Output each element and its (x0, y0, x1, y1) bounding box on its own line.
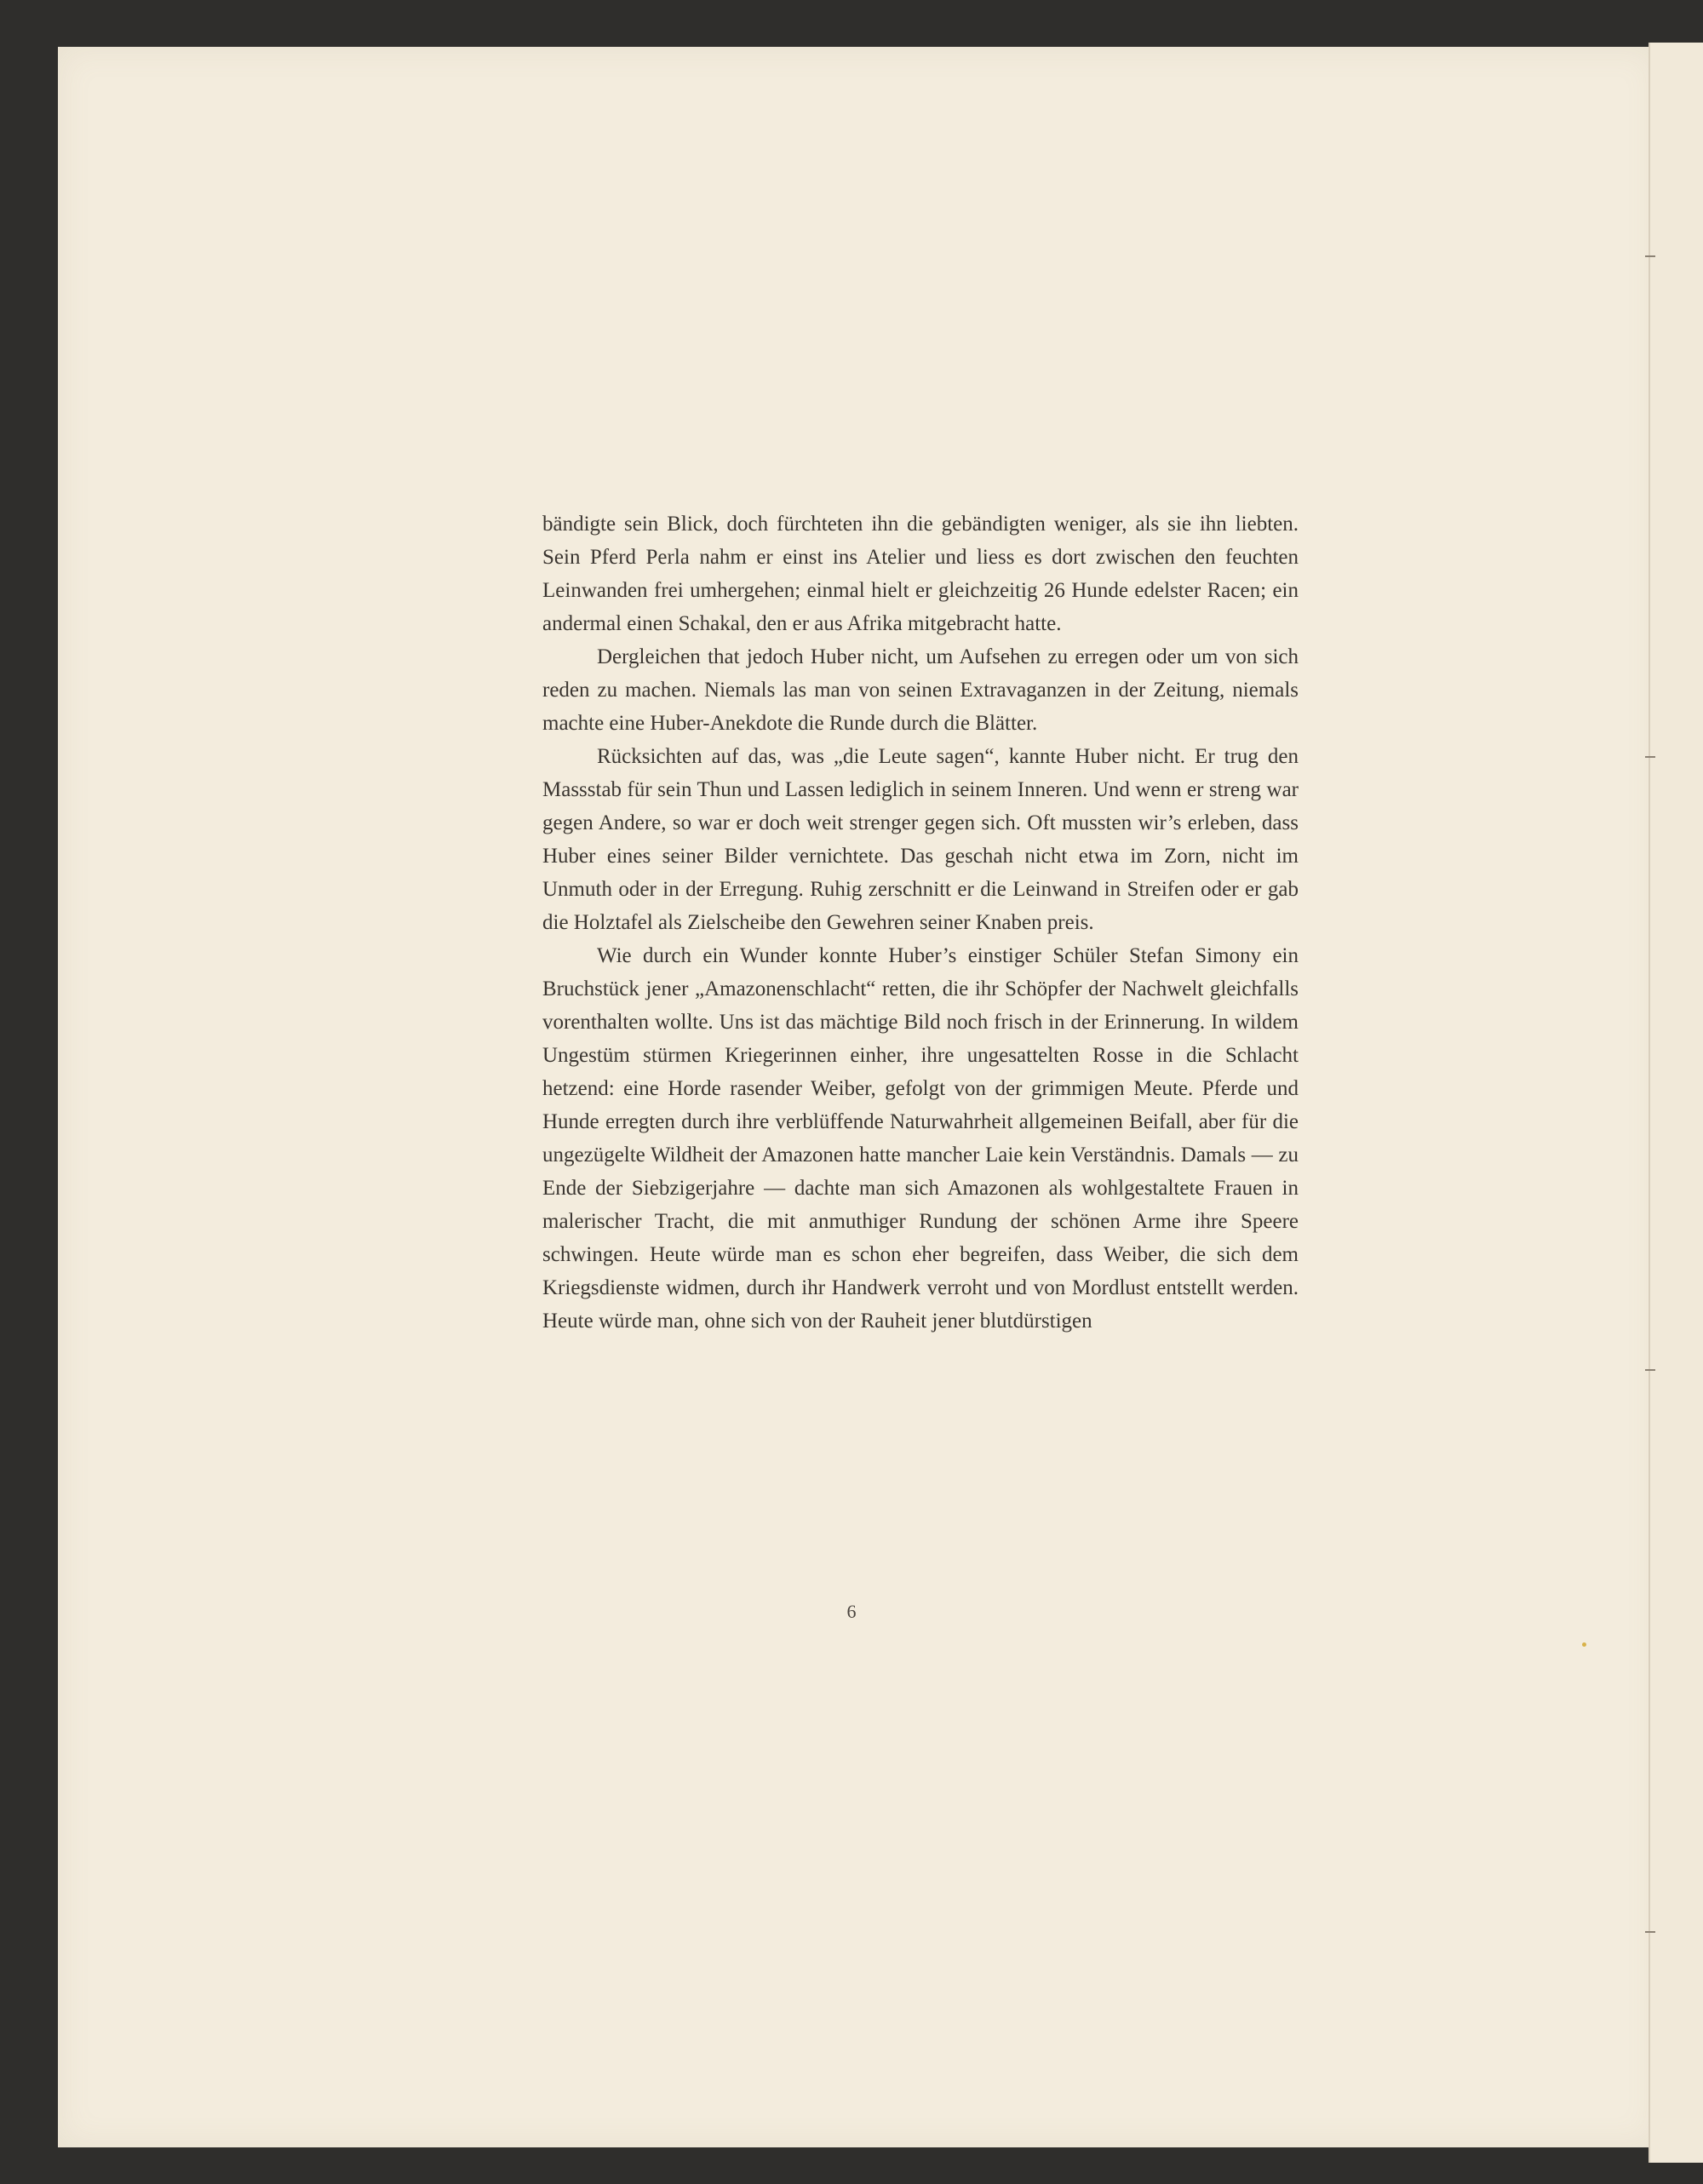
page-number: 6 (846, 1601, 857, 1622)
paragraph: Wie durch ein Wunder konnte Huber’s einstiger Schüler Stefan Simony ein Bruchstück jener „Amazonenschlacht“ retten, die ihr Schöpfer der Nachwelt gleichfalls vorenthalten wollte. Uns ist das mächtige Bild noch frisch in der Erinnerung. In wildem Ungestüm stürmen Kriegerinnen einher, ihre ungesattelten Rosse in die Schlacht hetzend: eine Horde rasender Weiber, gefolgt von der grimmigen Meute. Pferde und Hunde erregten durch ihre verblüffende Naturwahrheit allgemeinen Beifall, aber für die ungezügelte Wildheit der Amazonen hatte mancher Laie kein Verständnis. Damals — zu Ende der Siebzigerjahre — dachte man sich Amazonen als wohlgestaltete Frauen in malerischer Tracht, die mit anmuthiger Rundung der schönen Arme ihre Speere schwingen. Heute würde man es schon eher begreifen, dass Weiber, die sich dem Kriegsdienste widmen, durch ihr Handwerk verroht und von Mordlust entstellt werden. Heute würde man, ohne sich von der Rauheit jener blutdürstigen (542, 944, 1299, 1333)
edge-mark (1645, 1369, 1655, 1371)
body-text (542, 507, 1299, 1338)
edge-mark (1645, 756, 1655, 758)
paragraph: Dergleichen that jedoch Huber nicht, um Aufsehen zu erregen oder um von sich reden zu machen. Niemals las man von seinen Extravaganzen in der Zeitung, niemals machte eine Huber-Anekdote die Runde durch die Blätter. (542, 645, 1299, 735)
paragraph: Rücksichten auf das, was „die Leute sagen“, kannte Huber nicht. Er trug den Massstab für sein Thun und Lassen lediglich in seinem Inneren. Und wenn er streng war gegen Andere, so war er doch weit strenger gegen sich. Oft mussten wir’s erleben, dass Huber eines seiner Bilder vernichtete. Das geschah nicht etwa im Zorn, nicht im Unmuth oder in der Erregung. Ruhig zerschnitt er die Leinwand in Streifen oder er gab die Holztafel als Zielscheibe den Gewehren seiner Knaben preis. (542, 745, 1299, 934)
paragraph: bändigte sein Blick, doch fürchteten ihn die gebändigten weniger, als sie ihn liebten. Sein Pferd Perla nahm er einst ins Atelier und liess es dort zwischen den feuchten Leinwanden frei umhergehen; einmal hielt er gleichzeitig 26 Hunde edelster Racen; ein andermal einen Schakal, den er aus Afrika mitgebracht hatte. (542, 513, 1299, 635)
next-page-edge (1649, 43, 1703, 2163)
paper-speck (1582, 1642, 1586, 1647)
edge-mark (1645, 255, 1655, 257)
edge-mark (1645, 1931, 1655, 1933)
